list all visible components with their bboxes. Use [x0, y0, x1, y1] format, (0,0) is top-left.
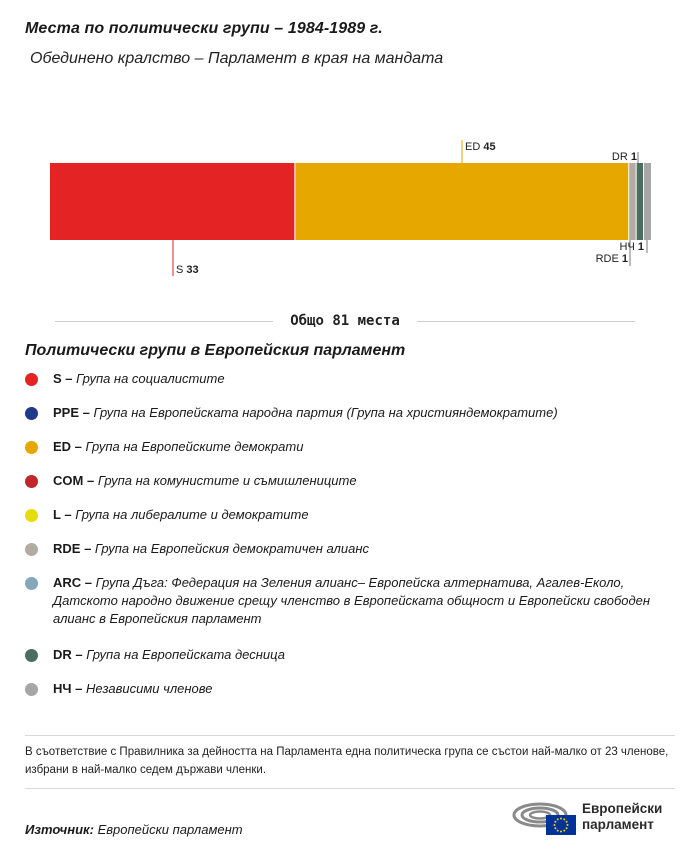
legend-code-l: L — [53, 507, 61, 522]
data-label-нч: НЧ 1 — [619, 241, 644, 253]
bar-segment-s — [50, 163, 295, 240]
logo-text-line2: парламент — [582, 817, 654, 832]
source-line — [25, 822, 243, 837]
legend-code-arc: ARC — [53, 575, 82, 590]
legend-dot-ed — [25, 441, 38, 454]
legend-text-dr: Група на Европейската десница — [86, 647, 285, 662]
european-parliament-logo — [512, 797, 677, 837]
legend-code-rde: RDE — [53, 541, 81, 556]
legend-title: Политически групи в Европейския парламент — [25, 342, 406, 359]
note-divider-bottom — [25, 788, 675, 789]
legend-code-s: S — [53, 371, 62, 386]
legend-text-rde: Група на Европейския демократичен алианс — [94, 541, 369, 556]
legend-dot-rde — [25, 543, 38, 556]
legend-dot-s — [25, 373, 38, 386]
bar-segment-rde — [629, 163, 636, 240]
legend-text-com: Група на комунистите и съмишлениците — [97, 473, 357, 488]
data-label-rde: RDE 1 — [595, 253, 628, 265]
source-value: Европейски парламент — [97, 822, 243, 837]
rules-note: В съответствие с Правилника за дейността на Парламента една политическа група се състои най-малко от 23 членове, избрани в най-малко седем държави членки. — [25, 746, 669, 776]
data-label-ed: ED 45 — [465, 141, 496, 153]
bar-segment-dr — [636, 163, 643, 240]
legend-dot-arc — [25, 577, 38, 590]
source-label: Източник: — [25, 822, 94, 837]
legend-dot-ppe — [25, 407, 38, 420]
legend-dot-dr — [25, 649, 38, 662]
legend-text-nch: Независими членове — [86, 681, 213, 696]
legend-code-ppe: PPE — [53, 405, 80, 420]
legend-dot-l — [25, 509, 38, 522]
legend-text-s: Група на социалистите — [76, 371, 225, 386]
chart-title: Места по политически групи – 1984-1989 г. — [25, 20, 383, 37]
bar-segment-нч — [644, 163, 651, 240]
legend-code-nch: НЧ — [53, 681, 72, 696]
data-label-s: S 33 — [176, 264, 199, 276]
legend-dot-com — [25, 475, 38, 488]
legend-text-ppe: Група на Европейската народна партия (Група на християндемократите) — [93, 405, 558, 420]
total-divider-right — [417, 321, 635, 322]
bar-segment-ed — [295, 163, 629, 240]
parliament-hemicycle-icon — [512, 797, 578, 837]
legend-text-l: Група на либералите и демократите — [75, 507, 309, 522]
note-divider-top — [25, 735, 675, 736]
legend-text-arc: Група Дъга: Федерация на Зеления алианс– Европейска алтернатива, Агалев-Еколо, Датското народно движение срещу членство в Европейската общност и Европейски свободен алианс в Европейския парламент — [53, 575, 651, 626]
legend-dot-nch — [25, 683, 38, 696]
data-label-dr: DR 1 — [611, 151, 637, 163]
seat-bar-chart — [0, 0, 700, 300]
logo-text-line1: Европейски — [582, 801, 663, 816]
total-seats-row — [55, 312, 635, 332]
legend-code-com: COM — [53, 473, 84, 488]
legend-text-ed: Група на Европейските демократи — [85, 439, 304, 454]
legend-code-dr: DR — [53, 647, 72, 662]
legend-code-ed: ED — [53, 439, 72, 454]
chart-subtitle: Обединено кралство – Парламент в края на мандата — [30, 50, 444, 67]
total-seats-label: Общо 81 места — [290, 313, 400, 329]
